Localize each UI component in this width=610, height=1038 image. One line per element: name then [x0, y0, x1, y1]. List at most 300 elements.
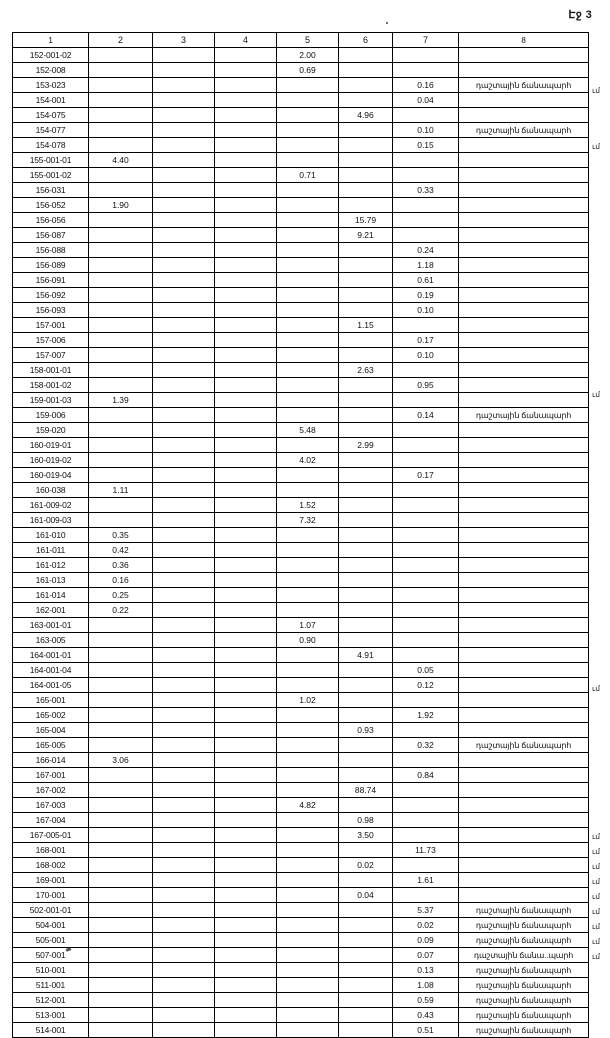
cell-col7: 0.95 — [393, 378, 459, 393]
cell-col3 — [153, 948, 215, 963]
cell-col1: 160-038 — [13, 483, 89, 498]
cell-col4 — [215, 528, 277, 543]
cell-col3 — [153, 303, 215, 318]
cell-col5 — [277, 873, 339, 888]
cell-col5 — [277, 918, 339, 933]
cell-col7: 0.09 — [393, 933, 459, 948]
cell-col4 — [215, 123, 277, 138]
cell-col7 — [393, 423, 459, 438]
cell-col8 — [459, 843, 589, 858]
cell-col2 — [89, 63, 153, 78]
cell-col6 — [339, 168, 393, 183]
cell-col1: 164-001-01 — [13, 648, 89, 663]
cell-col8 — [459, 483, 589, 498]
cell-col4 — [215, 693, 277, 708]
cell-col2 — [89, 318, 153, 333]
cell-col6 — [339, 123, 393, 138]
cell-col3 — [153, 93, 215, 108]
cell-col5 — [277, 408, 339, 423]
cell-col6 — [339, 348, 393, 363]
table-row — [13, 513, 589, 528]
cell-col5 — [277, 903, 339, 918]
cell-col5 — [277, 258, 339, 273]
cell-col2 — [89, 93, 153, 108]
cell-col7 — [393, 618, 459, 633]
margin-note: ւմ — [592, 907, 601, 916]
cell-col2 — [89, 708, 153, 723]
cell-col2 — [89, 828, 153, 843]
cell-col3 — [153, 648, 215, 663]
cell-col1: 165-001 — [13, 693, 89, 708]
cell-col7: 0.12 — [393, 678, 459, 693]
cell-col4 — [215, 138, 277, 153]
cell-col7: 0.17 — [393, 468, 459, 483]
cell-col8 — [459, 678, 589, 693]
cell-col5: 2.00 — [277, 48, 339, 63]
margin-note: ւմ — [592, 937, 601, 946]
data-table-container — [12, 32, 588, 1038]
cell-col6 — [339, 903, 393, 918]
cell-col1: 502-001-01 — [13, 903, 89, 918]
cell-col7: 11.73 — [393, 843, 459, 858]
cell-col4 — [215, 678, 277, 693]
cell-col4 — [215, 153, 277, 168]
cell-col6 — [339, 633, 393, 648]
cell-col8 — [459, 138, 589, 153]
cell-col2: 0.25 — [89, 588, 153, 603]
cell-col7 — [393, 513, 459, 528]
cell-col4 — [215, 948, 277, 963]
cell-col1: 164-001-05 — [13, 678, 89, 693]
cell-col4 — [215, 753, 277, 768]
cell-col6: 9.21 — [339, 228, 393, 243]
cell-col2: 4.40 — [89, 153, 153, 168]
table-row — [13, 1008, 589, 1023]
cell-col2: 0.36 — [89, 558, 153, 573]
cell-col2 — [89, 378, 153, 393]
cell-col5 — [277, 678, 339, 693]
cell-col8 — [459, 393, 589, 408]
cell-col8 — [459, 168, 589, 183]
cell-col6 — [339, 843, 393, 858]
cell-col6 — [339, 498, 393, 513]
cell-col5 — [277, 228, 339, 243]
table-row — [13, 693, 589, 708]
cell-col1: 168-002 — [13, 858, 89, 873]
cell-col7: 0.33 — [393, 183, 459, 198]
cell-col5 — [277, 708, 339, 723]
cell-col4 — [215, 1008, 277, 1023]
cell-col6 — [339, 768, 393, 783]
cell-col4 — [215, 183, 277, 198]
cell-col2 — [89, 693, 153, 708]
cell-col5 — [277, 108, 339, 123]
table-row — [13, 348, 589, 363]
cell-col2 — [89, 78, 153, 93]
cell-col8 — [459, 63, 589, 78]
cell-col7: 0.17 — [393, 333, 459, 348]
cell-col2 — [89, 1023, 153, 1038]
cell-col6 — [339, 333, 393, 348]
cell-col8: դաշտային ճանապարհ — [459, 738, 589, 753]
cell-col3 — [153, 228, 215, 243]
cell-col3 — [153, 168, 215, 183]
cell-col5 — [277, 648, 339, 663]
cell-col8 — [459, 813, 589, 828]
cell-col2 — [89, 618, 153, 633]
cell-col4 — [215, 648, 277, 663]
cell-col4 — [215, 903, 277, 918]
cell-col6 — [339, 513, 393, 528]
cell-col4 — [215, 108, 277, 123]
cell-col8 — [459, 873, 589, 888]
table-row — [13, 783, 589, 798]
cell-col8 — [459, 183, 589, 198]
cell-col4 — [215, 723, 277, 738]
cell-col4 — [215, 993, 277, 1008]
cell-col3 — [153, 708, 215, 723]
cell-col6: 4.96 — [339, 108, 393, 123]
cell-col1: 163-005 — [13, 633, 89, 648]
table-row — [13, 483, 589, 498]
table-row — [13, 888, 589, 903]
cell-col4 — [215, 243, 277, 258]
cell-col7 — [393, 693, 459, 708]
cell-col2 — [89, 873, 153, 888]
cell-col6 — [339, 153, 393, 168]
table-row — [13, 753, 589, 768]
cell-col7 — [393, 108, 459, 123]
cell-col6: 0.98 — [339, 813, 393, 828]
cell-col5 — [277, 363, 339, 378]
cell-col8 — [459, 528, 589, 543]
cell-col5: 4.82 — [277, 798, 339, 813]
cell-col5 — [277, 318, 339, 333]
cell-col6 — [339, 708, 393, 723]
cell-col1: 507-001 — [13, 948, 89, 963]
cell-col4 — [215, 303, 277, 318]
cell-col4 — [215, 213, 277, 228]
cell-col3 — [153, 408, 215, 423]
table-row — [13, 138, 589, 153]
cell-col8 — [459, 768, 589, 783]
cell-col8 — [459, 288, 589, 303]
cell-col3 — [153, 813, 215, 828]
cell-col5 — [277, 78, 339, 93]
cell-col3 — [153, 1023, 215, 1038]
cell-col4 — [215, 963, 277, 978]
cell-col7 — [393, 648, 459, 663]
cell-col4 — [215, 348, 277, 363]
cell-col2 — [89, 678, 153, 693]
cell-col7 — [393, 498, 459, 513]
cell-col6: 4.91 — [339, 648, 393, 663]
cell-col5 — [277, 948, 339, 963]
cell-col2 — [89, 963, 153, 978]
table-row — [13, 363, 589, 378]
cell-col6 — [339, 873, 393, 888]
table-row — [13, 378, 589, 393]
cell-col8 — [459, 438, 589, 453]
cell-col4 — [215, 708, 277, 723]
cell-col8 — [459, 318, 589, 333]
cell-col8: դաշտային ճանապարհ — [459, 408, 589, 423]
table-row — [13, 558, 589, 573]
cell-col2 — [89, 858, 153, 873]
cell-col6 — [339, 468, 393, 483]
cell-col2: 1.11 — [89, 483, 153, 498]
cell-col4 — [215, 48, 277, 63]
cell-col3 — [153, 603, 215, 618]
cell-col3 — [153, 423, 215, 438]
cell-col7: 0.13 — [393, 963, 459, 978]
cell-col2 — [89, 918, 153, 933]
cell-col6 — [339, 1023, 393, 1038]
cell-col6 — [339, 198, 393, 213]
cell-col7 — [393, 228, 459, 243]
cell-col4 — [215, 468, 277, 483]
table-row — [13, 873, 589, 888]
cell-col5 — [277, 138, 339, 153]
table-row — [13, 543, 589, 558]
table-row — [13, 603, 589, 618]
cell-col7 — [393, 483, 459, 498]
cell-col4 — [215, 633, 277, 648]
cell-col6 — [339, 138, 393, 153]
cell-col6: 0.02 — [339, 858, 393, 873]
cell-col2 — [89, 423, 153, 438]
cell-col1: 158-001-01 — [13, 363, 89, 378]
cell-col1: 161-011 — [13, 543, 89, 558]
cell-col5 — [277, 663, 339, 678]
cell-col1: 156-093 — [13, 303, 89, 318]
cell-col7: 5.37 — [393, 903, 459, 918]
cell-col3 — [153, 153, 215, 168]
cell-col2 — [89, 138, 153, 153]
cell-col7 — [393, 393, 459, 408]
cell-col4 — [215, 768, 277, 783]
cell-col1: 167-004 — [13, 813, 89, 828]
cell-col1: 168-001 — [13, 843, 89, 858]
cell-col7 — [393, 888, 459, 903]
cell-col8: դաշտային ճանապարհ — [459, 1023, 589, 1038]
cell-col8 — [459, 723, 589, 738]
cell-col7: 1.61 — [393, 873, 459, 888]
cell-col1: 157-006 — [13, 333, 89, 348]
cell-col4 — [215, 1023, 277, 1038]
cell-col2 — [89, 408, 153, 423]
cell-col5 — [277, 93, 339, 108]
cell-col4 — [215, 843, 277, 858]
cell-col2 — [89, 213, 153, 228]
cell-col7 — [393, 723, 459, 738]
cell-col6 — [339, 183, 393, 198]
column-number-5: 5 — [277, 33, 339, 48]
cell-col7 — [393, 213, 459, 228]
cell-col3 — [153, 108, 215, 123]
cell-col7 — [393, 633, 459, 648]
cell-col1: 512-001 — [13, 993, 89, 1008]
cell-col2 — [89, 258, 153, 273]
cell-col1: 160-019-01 — [13, 438, 89, 453]
cell-col3 — [153, 903, 215, 918]
cell-col5 — [277, 438, 339, 453]
cell-col2 — [89, 813, 153, 828]
cell-col1: 167-002 — [13, 783, 89, 798]
cell-col2 — [89, 738, 153, 753]
cell-col6 — [339, 483, 393, 498]
cell-col6 — [339, 453, 393, 468]
cell-col2 — [89, 948, 153, 963]
cell-col3 — [153, 48, 215, 63]
cell-col5 — [277, 738, 339, 753]
cell-col1: 159-001-03 — [13, 393, 89, 408]
cell-col1: 165-005 — [13, 738, 89, 753]
cell-col3 — [153, 78, 215, 93]
cell-col3 — [153, 258, 215, 273]
cell-col7: 1.92 — [393, 708, 459, 723]
cell-col4 — [215, 168, 277, 183]
cell-col5: 7.32 — [277, 513, 339, 528]
cell-col3 — [153, 363, 215, 378]
cell-col2 — [89, 48, 153, 63]
cell-col5 — [277, 288, 339, 303]
column-number-7: 7 — [393, 33, 459, 48]
cell-col8: դաշտային ճանապարհ — [459, 933, 589, 948]
cell-col4 — [215, 543, 277, 558]
table-row — [13, 228, 589, 243]
cell-col2 — [89, 468, 153, 483]
cell-col8 — [459, 693, 589, 708]
cell-col8 — [459, 153, 589, 168]
cell-col7: 0.24 — [393, 243, 459, 258]
cell-col1: 169-001 — [13, 873, 89, 888]
cell-col4 — [215, 63, 277, 78]
cell-col7: 0.32 — [393, 738, 459, 753]
cell-col5: 1.52 — [277, 498, 339, 513]
cell-col7 — [393, 828, 459, 843]
table-row — [13, 303, 589, 318]
cell-col4 — [215, 93, 277, 108]
cell-col1: 154-001 — [13, 93, 89, 108]
cell-col8 — [459, 108, 589, 123]
cell-col4 — [215, 483, 277, 498]
cell-col1: 160-019-04 — [13, 468, 89, 483]
table-row — [13, 963, 589, 978]
cell-col2 — [89, 108, 153, 123]
cell-col1: 170-001 — [13, 888, 89, 903]
cell-col6 — [339, 288, 393, 303]
cell-col3 — [153, 663, 215, 678]
cell-col7: 0.10 — [393, 123, 459, 138]
cell-col7 — [393, 753, 459, 768]
cell-col1: 158-001-02 — [13, 378, 89, 393]
cell-col1: 162-001 — [13, 603, 89, 618]
cell-col1: 161-013 — [13, 573, 89, 588]
cell-col7: 0.15 — [393, 138, 459, 153]
cell-col5: 1.02 — [277, 693, 339, 708]
cell-col8: դաշտային ճանապարհ — [459, 963, 589, 978]
cell-col2 — [89, 648, 153, 663]
cell-col1: 166-014 — [13, 753, 89, 768]
cell-col3 — [153, 588, 215, 603]
cell-col3 — [153, 723, 215, 738]
cell-col2 — [89, 303, 153, 318]
column-number-4: 4 — [215, 33, 277, 48]
cell-col5 — [277, 858, 339, 873]
cell-col2 — [89, 1008, 153, 1023]
cell-col4 — [215, 888, 277, 903]
cell-col1: 159-006 — [13, 408, 89, 423]
cell-col6: 3.50 — [339, 828, 393, 843]
cell-col6 — [339, 663, 393, 678]
cell-col1: 161-010 — [13, 528, 89, 543]
cell-col7: 0.02 — [393, 918, 459, 933]
cell-col4 — [215, 288, 277, 303]
cell-col8 — [459, 618, 589, 633]
margin-note: ւմ — [592, 142, 601, 151]
cell-col2: 0.22 — [89, 603, 153, 618]
cell-col6 — [339, 618, 393, 633]
cell-col7 — [393, 153, 459, 168]
table-row — [13, 153, 589, 168]
cell-col6: 88.74 — [339, 783, 393, 798]
cell-col1: 161-012 — [13, 558, 89, 573]
cell-col8 — [459, 828, 589, 843]
cell-col6: 1.15 — [339, 318, 393, 333]
cell-col3 — [153, 438, 215, 453]
cell-col3 — [153, 978, 215, 993]
cell-col4 — [215, 498, 277, 513]
cell-col8: դաշտային ճանապարհ — [459, 918, 589, 933]
cell-col1: 157-001 — [13, 318, 89, 333]
cell-col3 — [153, 768, 215, 783]
table-row — [13, 198, 589, 213]
cell-col5 — [277, 333, 339, 348]
cell-col1: 156-052 — [13, 198, 89, 213]
cell-col5: 0.71 — [277, 168, 339, 183]
cell-col3 — [153, 243, 215, 258]
cell-col6 — [339, 948, 393, 963]
table-row — [13, 333, 589, 348]
cell-col6 — [339, 393, 393, 408]
cell-col3 — [153, 273, 215, 288]
cell-col3 — [153, 513, 215, 528]
cell-col3 — [153, 138, 215, 153]
scan-artifact-dot — [386, 22, 388, 24]
cell-col7 — [393, 63, 459, 78]
cell-col4 — [215, 258, 277, 273]
cell-col7 — [393, 438, 459, 453]
cell-col6 — [339, 78, 393, 93]
table-row — [13, 918, 589, 933]
cell-col2 — [89, 798, 153, 813]
cell-col8 — [459, 753, 589, 768]
cell-col5 — [277, 243, 339, 258]
cell-col5 — [277, 933, 339, 948]
cell-col5 — [277, 348, 339, 363]
cell-col3 — [153, 783, 215, 798]
cell-col3 — [153, 468, 215, 483]
margin-note: ւմ — [592, 86, 601, 95]
cell-col4 — [215, 423, 277, 438]
cell-col5 — [277, 588, 339, 603]
cell-col1: 156-091 — [13, 273, 89, 288]
cell-col8: դաշտային ճանա..պարհ — [459, 948, 589, 963]
table-row — [13, 933, 589, 948]
cell-col2 — [89, 363, 153, 378]
cell-col7 — [393, 588, 459, 603]
